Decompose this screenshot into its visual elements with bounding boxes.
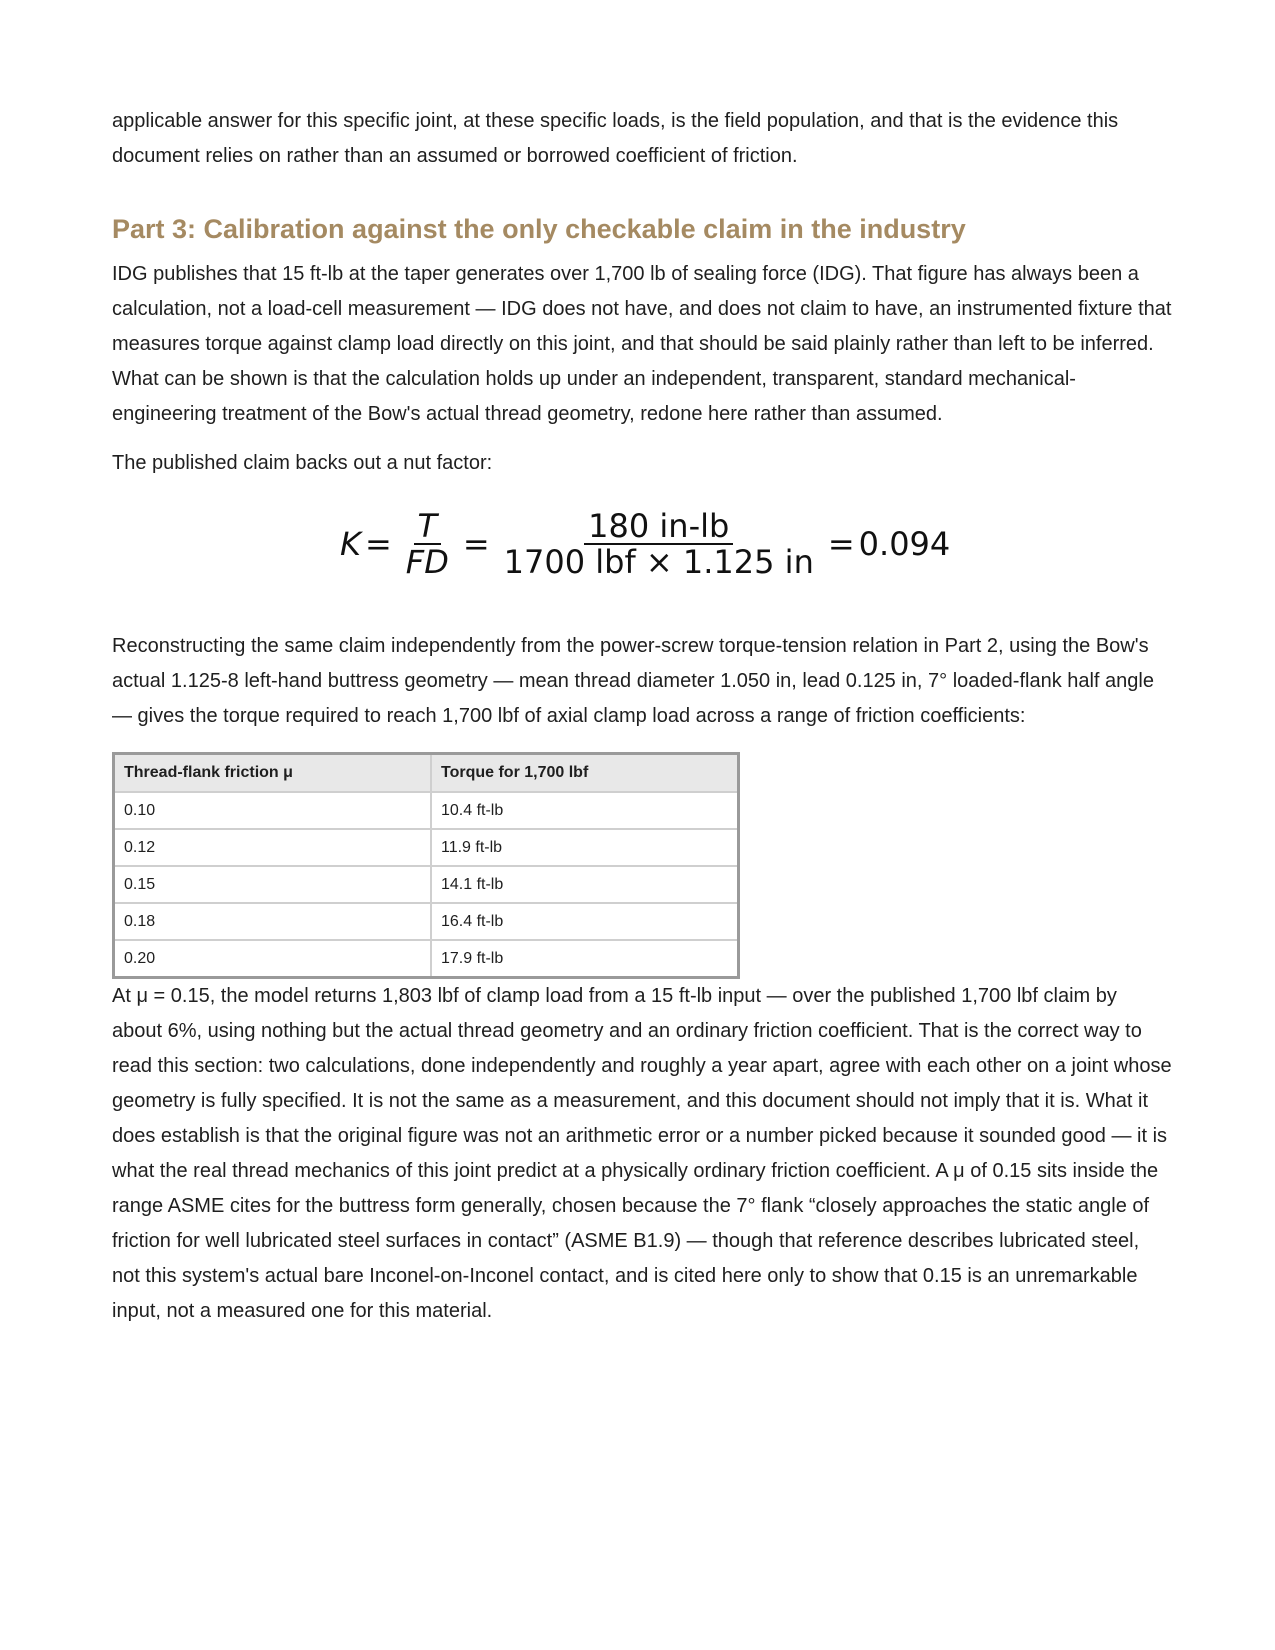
table-header-friction: Thread-flank friction μ [114,754,432,793]
formula-equals-2: = [462,525,490,563]
table-cell-friction: 0.20 [114,940,432,978]
table-cell-torque: 11.9 ft-lb [431,829,739,866]
table-row [114,903,739,940]
table-cell-torque: 14.1 ft-lb [431,866,739,903]
table-cell-friction: 0.18 [114,903,432,940]
formula-frac1-denominator: FD [405,543,449,581]
table-row [114,866,739,903]
formula-fraction-2 [500,509,818,579]
table-row [114,792,739,829]
table-cell-friction: 0.12 [114,829,432,866]
table-cell-torque: 17.9 ft-lb [431,940,739,978]
table-header-row [114,754,739,793]
formula-lhs: K [340,525,361,563]
formula-frac2-numerator: 180 in-lb [584,509,733,545]
nut-factor-formula-block [112,481,1172,601]
formula-equals-3: = [827,525,855,563]
formula-equals-1: = [364,525,392,563]
torque-friction-table [112,752,740,979]
formula-result: 0.094 [858,525,951,563]
table-cell-torque: 16.4 ft-lb [431,903,739,940]
document-page [112,104,1172,1329]
section-heading: Part 3: Calibration against the only checkable claim in the industry [112,214,966,244]
intro-paragraph: applicable answer for this specific joint, at these specific loads, is the field population, and that is the evidence this document relies on rather than an assumed or borrowed coefficient of friction. [112,110,1119,167]
table-row [114,829,739,866]
formula-fraction-1 [402,509,453,579]
table-header-torque: Torque for 1,700 lbf [431,754,739,793]
claim-paragraph: IDG publishes that 15 ft-lb at the taper generates over 1,700 lb of sealing force (IDG). That figure has always been a calculation, not a load-cell measurement — IDG does not have, and does not claim to have, an instrumented fixture that measures torque against clamp load directly on this joint, and that should be said plainly rather than left to be inferred. What can be shown is that the calculation holds up under an independent, transparent, standard mechanical-engineering treatment of the Bow's actual thread geometry, redone here rather than assumed. [112,263,1172,425]
nut-factor-paragraph: The published claim backs out a nut factor: [112,452,493,474]
formula-frac1-numerator: T [414,509,442,545]
formula-frac2-denominator: 1700 lbf × 1.125 in [503,543,814,581]
table-row [114,940,739,978]
reconstruct-paragraph: Reconstructing the same claim independently from the power-screw torque-tension relation in Part 2, using the Bow's actual 1.125-8 left-hand buttress geometry — mean thread diameter 1.050 in, lead 0.125 in, 7° loaded-flank half angle — gives the torque required to reach 1,700 lbf of axial clamp load across a range of friction coefficients: [112,635,1154,727]
conclusion-paragraph: At μ = 0.15, the model returns 1,803 lbf of clamp load from a 15 ft-lb input — over the published 1,700 lbf claim by about 6%, using nothing but the actual thread geometry and an ordinary friction coefficient. That is the correct way to read this section: two calculations, done independently and roughly a year apart, agree with each other on a joint whose geometry is fully specified. It is not the same as a measurement, and this document should not imply that it is. What it does establish is that the original figure was not an arithmetic error or a number picked because it sounded good — it is what the real thread mechanics of this joint predict at a physically ordinary friction coefficient. A μ of 0.15 sits inside the range ASME cites for the buttress form generally, chosen because the 7° flank “closely approaches the static angle of friction for well lubricated steel surfaces in contact” (ASME B1.9) — though that reference describes lubricated steel, not this system's actual bare Inconel-on-Inconel contact, and is cited here only to show that 0.15 is an unremarkable input, not a measured one for this material. [112,985,1172,1322]
table-cell-friction: 0.15 [114,866,432,903]
table-cell-friction: 0.10 [114,792,432,829]
nut-factor-formula [340,509,950,579]
table-cell-torque: 10.4 ft-lb [431,792,739,829]
